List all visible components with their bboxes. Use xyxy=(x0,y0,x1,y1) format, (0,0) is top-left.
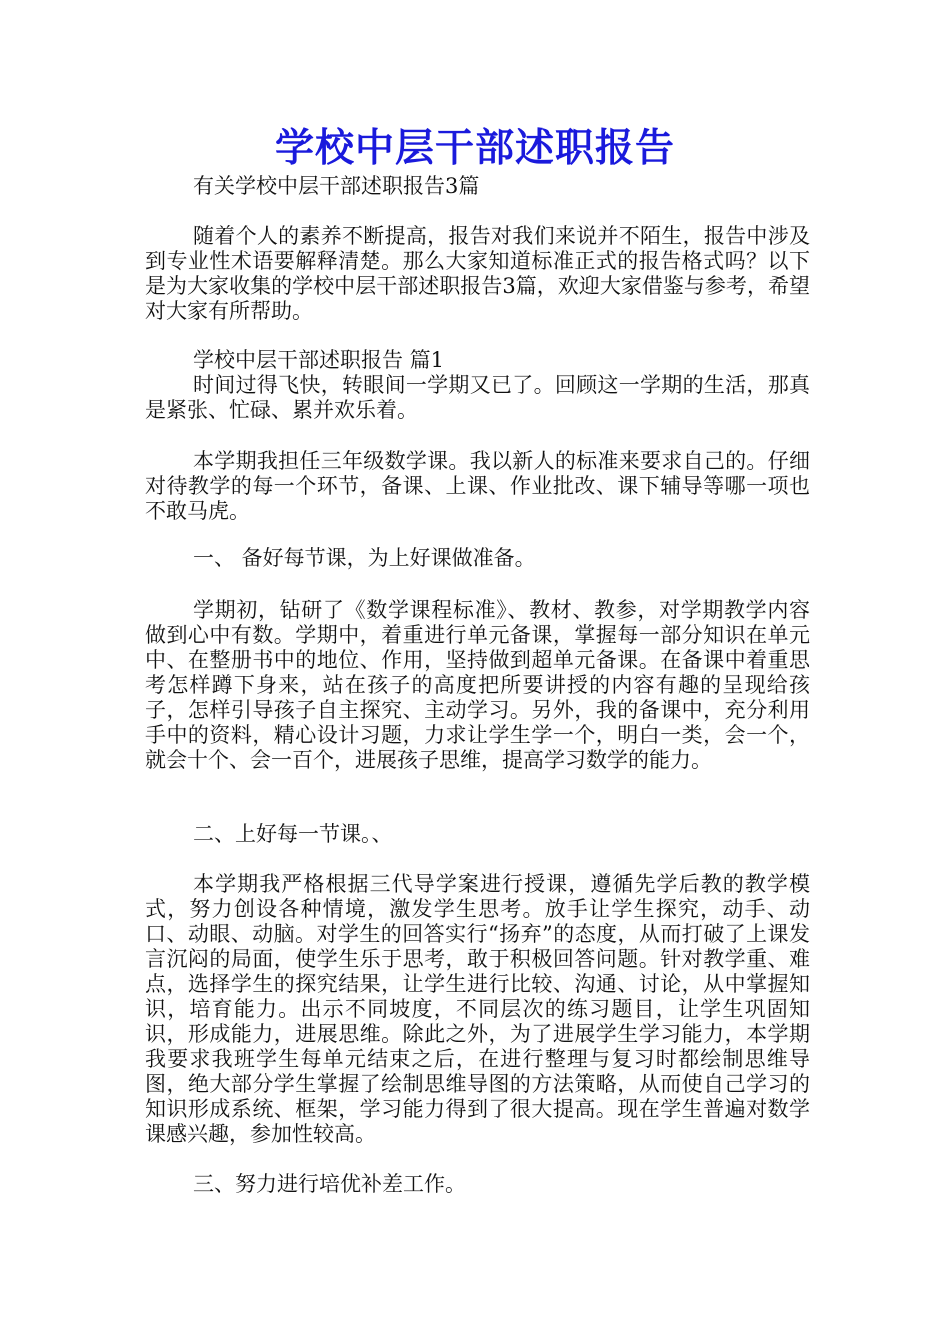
list-heading-3: 三、努力进行培优补差工作。 xyxy=(193,1172,466,1196)
section-heading-part1: 学校中层干部述职报告 篇1 xyxy=(193,348,445,372)
list-heading-1: 一、 备好每节课，为上好课做准备。 xyxy=(193,546,536,570)
paragraph: 学期初，钻研了《数学课程标准》、教材、教参，对学期教学内容做到心中有数。学期中，着重进行单元备课，掌握每一部分知识在单元中、在整册书中的地位、作用，坚持做到超单元备课。在备课中着重思考怎样蹲下身来，站在孩子的高度把所要讲授的内容有趣的呈现给孩子，怎样引导孩子自主探究、主动学习。另外，我的备课中，充分利用手中的资料，精心设计习题，力求让学生学一个，明白一类，会一个，就会十个、会一百个，进展孩子思维，提高学习数学的能力。 xyxy=(145,598,810,772)
list-heading-2: 二、上好每一节课。、 xyxy=(193,822,393,846)
intro-paragraph: 随着个人的素养不断提高，报告对我们来说并不陌生，报告中涉及到专业性术语要解释清楚。那么大家知道标准正式的报告格式吗？以下是为大家收集的学校中层干部述职报告3篇，欢迎大家借鉴与参考，希望对大家有所帮助。 xyxy=(145,224,810,323)
document-subtitle: 有关学校中层干部述职报告3篇 xyxy=(193,174,480,198)
document-title: 学校中层干部述职报告 xyxy=(274,125,675,171)
paragraph: 时间过得飞快，转眼间一学期又已了。回顾这一学期的生活，那真是紧张、忙碌、累并欢乐着。 xyxy=(145,373,810,422)
paragraph: 本学期我严格根据三代导学案进行授课，遵循先学后教的教学模式，努力创设各种情境，激发学生思考。放手让学生探究，动手、动口、动眼、动脑。对学生的回答实行“扬弃”的态度，从而打破了上课发言沉闷的局面，使学生乐于思考，敢于积极回答问题。针对教学重、难点，选择学生的探究结果，让学生进行比较、沟通、讨论，从中掌握知识，培育能力。出示不同坡度，不同层次的练习题目，让学生巩固知识，形成能力，进展思维。除此之外，为了进展学生学习能力，本学期我要求我班学生每单元结束之后，在进行整理与复习时都绘制思维导图，绝大部分学生掌握了绘制思维导图的方法策略，从而使自己学习的知识形成系统、框架，学习能力得到了很大提高。现在学生普遍对数学课感兴趣，参加性较高。 xyxy=(145,872,810,1146)
paragraph: 本学期我担任三年级数学课。我以新人的标准来要求自己的。仔细对待教学的每一个环节，备课、上课、作业批改、课下辅导等哪一项也不敢马虎。 xyxy=(145,449,810,523)
